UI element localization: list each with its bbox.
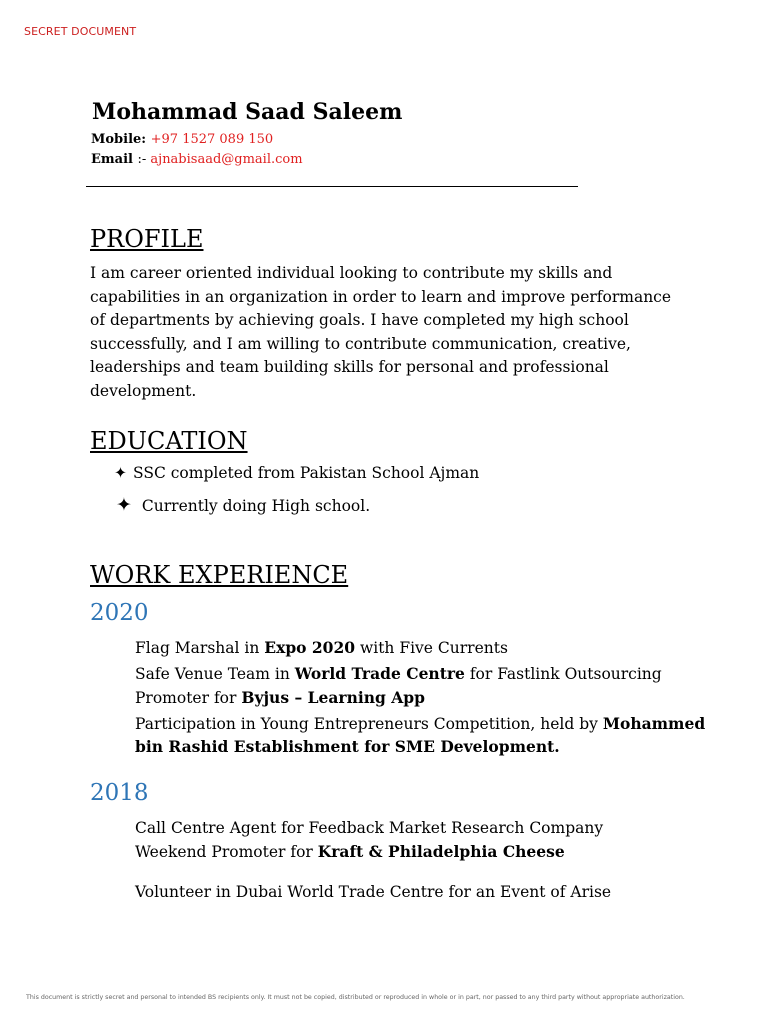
year-heading: 2018 xyxy=(90,780,149,806)
email-address[interactable]: ajnabisaad@gmail.com xyxy=(150,152,303,167)
profile-heading: PROFILE xyxy=(90,225,204,253)
work-item-bold: Expo 2020 xyxy=(264,638,356,657)
work-item-text: Flag Marshal in xyxy=(135,639,265,657)
education-item-text: SSC completed from Pakistan School Ajman xyxy=(133,464,480,482)
profile-text: I am career oriented individual looking to contribute my skills and capabilities in an organization in order to learn and improve performance of departments by achieving goals. I have completed my high school successfully, and I am willing to contribute communication, creative, leaderships and team building skills for personal and professional development. xyxy=(90,264,672,400)
email-separator: :- xyxy=(137,152,151,167)
email-line xyxy=(91,152,303,167)
work-item xyxy=(135,735,560,760)
work-item-text: with Five Currents xyxy=(355,639,508,657)
work-item-text: Call Centre Agent for Feedback Market Research Company xyxy=(135,819,604,837)
work-item-text: for Fastlink Outsourcing xyxy=(464,665,662,683)
work-item-text: Weekend Promoter for xyxy=(135,843,318,861)
mobile-number: +97 1527 089 150 xyxy=(150,132,274,147)
work-item-bold: Mohammed xyxy=(602,714,706,733)
confidentiality-notice: This document is strictly secret and personal to intended BS recipients only. It must not be copied, distributed or reproduced in whole or in part, nor passed to any third party without appropriate authorization. xyxy=(26,994,685,1001)
secret-document-label: SECRET DOCUMENT xyxy=(24,25,137,38)
work-item-bold: Kraft & Philadelphia Cheese xyxy=(317,842,565,861)
education-item xyxy=(114,464,479,482)
education-item xyxy=(116,494,370,516)
work-item xyxy=(135,840,565,865)
work-item xyxy=(135,662,662,687)
education-item-text: Currently doing High school. xyxy=(141,497,371,515)
work-item xyxy=(135,712,705,737)
year-heading: 2020 xyxy=(90,600,149,626)
work-item-bold: bin Rashid Establishment for SME Development. xyxy=(135,737,560,756)
work-item-text: Promoter for xyxy=(135,689,242,707)
work-item-text: Volunteer in Dubai World Trade Centre for an Event of Arise xyxy=(135,883,612,901)
mobile-line xyxy=(91,132,273,147)
star-bullet-icon: ✦ xyxy=(116,494,132,516)
mobile-label: Mobile: xyxy=(91,132,151,147)
candidate-name: Mohammad Saad Saleem xyxy=(92,99,403,125)
education-heading: EDUCATION xyxy=(90,427,248,455)
work-item-text: Safe Venue Team in xyxy=(135,665,295,683)
work-item-text: Participation in Young Entrepreneurs Competition, held by xyxy=(135,715,603,733)
star-bullet-icon: ✦ xyxy=(114,464,127,482)
work-item-bold: Byjus – Learning App xyxy=(241,688,425,707)
email-label: Email xyxy=(91,152,138,167)
work-item xyxy=(135,636,508,661)
work-item xyxy=(135,816,603,841)
work-item xyxy=(135,686,425,711)
header-divider xyxy=(86,186,578,187)
work-item xyxy=(135,880,611,905)
work-item-bold: World Trade Centre xyxy=(294,664,465,683)
work-experience-heading: WORK EXPERIENCE xyxy=(90,561,349,589)
